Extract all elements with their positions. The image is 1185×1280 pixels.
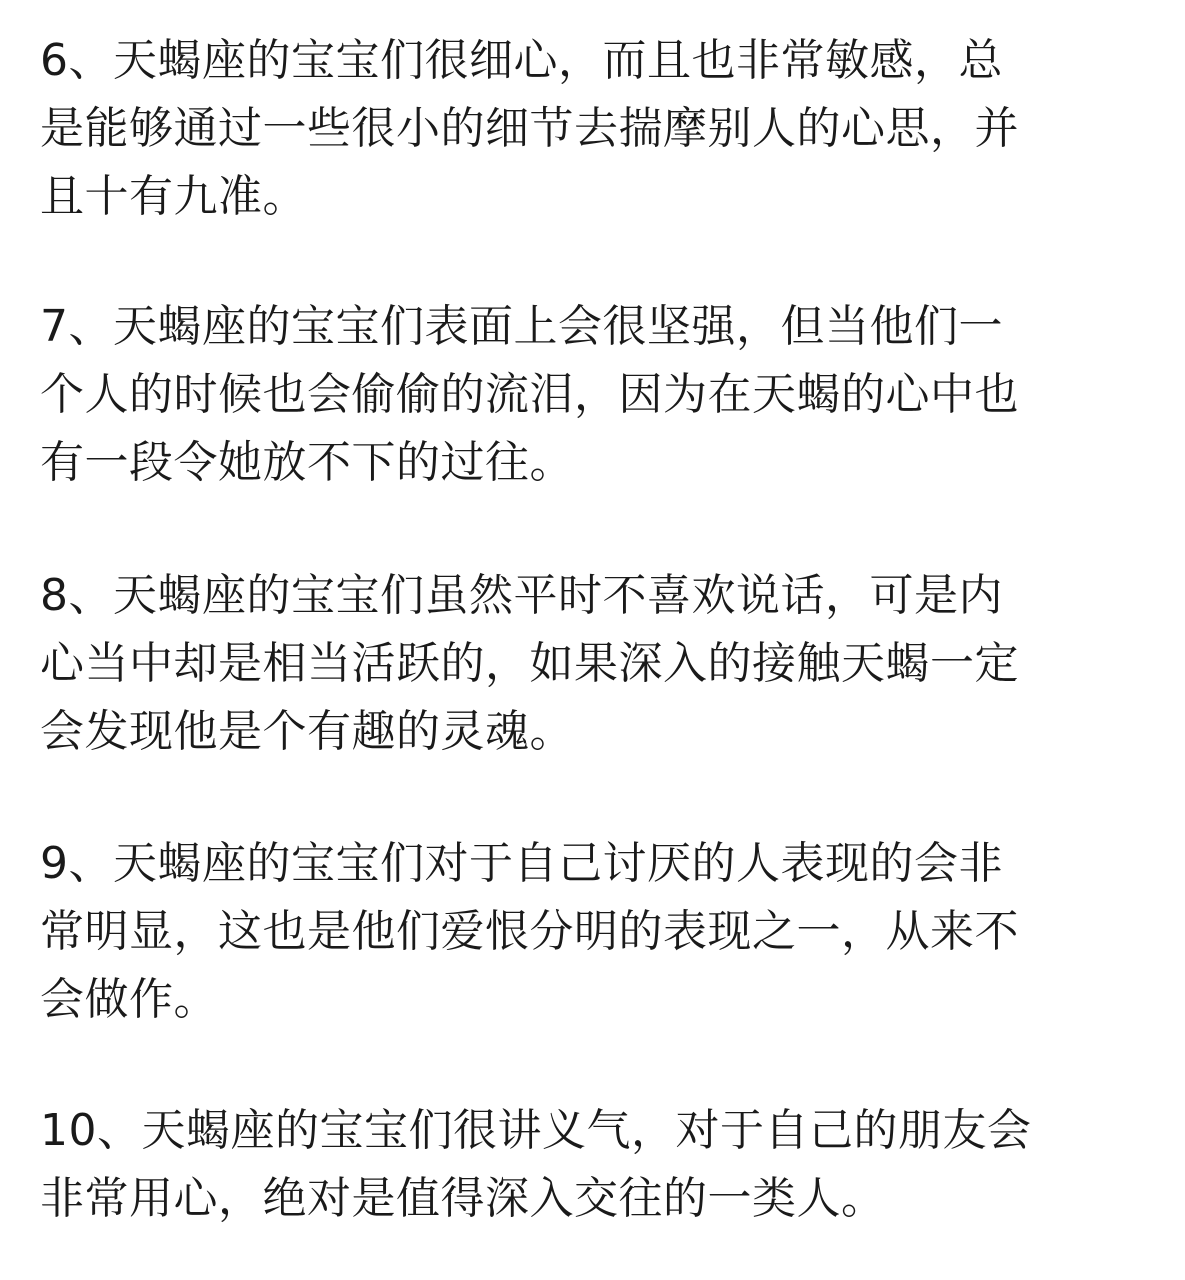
paragraph-line: 8、天蝎座的宝宝们虽然平时不喜欢说话，可是内 (40, 570, 1003, 621)
paragraph-line: 常明显，这也是他们爱恨分明的表现之一，从来不 (40, 906, 1019, 957)
paragraph-8 (40, 562, 1019, 766)
paragraph-line: 会发现他是个有趣的灵魂。 (40, 706, 574, 757)
paragraph-line: 非常用心，绝对是值得深入交往的一类人。 (40, 1173, 886, 1224)
paragraph-line: 6、天蝎座的宝宝们很细心，而且也非常敏感，总 (40, 35, 1003, 86)
paragraph-line: 心当中却是相当活跃的，如果深入的接触天蝎一定 (40, 638, 1019, 689)
paragraph-line: 个人的时候也会偷偷的流泪，因为在天蝎的心中也 (40, 369, 1019, 420)
paragraph-line: 是能够通过一些很小的细节去揣摩别人的心思，并 (40, 103, 1019, 154)
paragraph-line: 且十有九准。 (40, 171, 307, 222)
paragraph-6 (40, 27, 1019, 231)
paragraph-7 (40, 293, 1019, 497)
paragraph-9 (40, 830, 1019, 1034)
paragraph-10 (40, 1097, 1032, 1233)
paragraph-line: 9、天蝎座的宝宝们对于自己讨厌的人表现的会非 (40, 838, 1003, 889)
paragraph-line: 7、天蝎座的宝宝们表面上会很坚强，但当他们一 (40, 301, 1003, 352)
paragraph-line: 会做作。 (40, 974, 218, 1025)
paragraph-line: 有一段令她放不下的过往。 (40, 437, 574, 488)
paragraph-line: 10、天蝎座的宝宝们很讲义气，对于自己的朋友会 (40, 1105, 1032, 1156)
